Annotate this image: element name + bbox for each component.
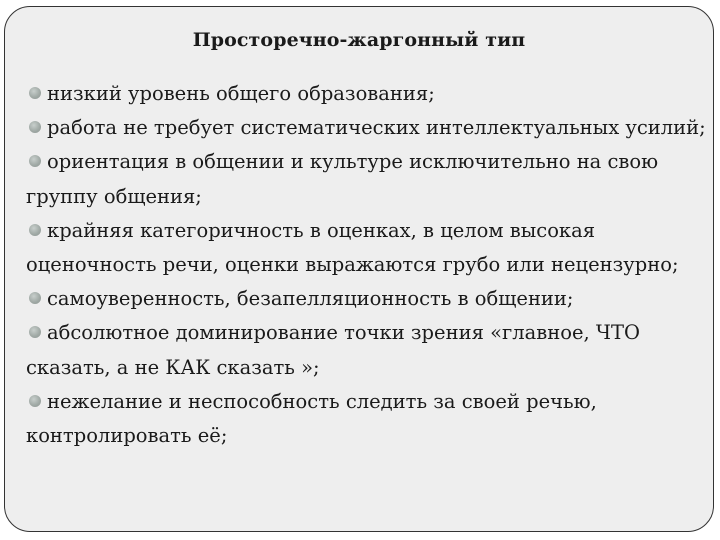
list-item-text: крайняя категоричность в оценках, в целом высокая оценочность речи, оценки выражаются грубо или нецензурно; <box>26 218 679 277</box>
circle-bullet-icon <box>29 155 41 167</box>
circle-bullet-icon <box>29 121 41 133</box>
list-item <box>26 282 716 316</box>
bullet-list <box>26 77 716 453</box>
circle-bullet-icon <box>29 395 41 407</box>
list-item <box>26 316 716 384</box>
list-item-text: абсолютное доминирование точки зрения «главное, ЧТО сказать, а не КАК сказать »; <box>26 321 640 379</box>
list-item <box>26 77 716 111</box>
list-item <box>26 214 716 282</box>
list-item-text: ориентация в общении и культуре исключительно на свою группу общения; <box>26 150 659 208</box>
circle-bullet-icon <box>29 87 41 99</box>
slide-title: Просторечно-жаргонный тип <box>192 29 526 51</box>
circle-bullet-icon <box>29 292 41 304</box>
circle-bullet-icon <box>29 224 41 236</box>
list-item-text: работа не требует систематических интеллектуальных усилий; <box>47 116 706 140</box>
list-item <box>26 145 716 213</box>
list-item-text: нежелание и неспособность следить за своей речью, контролировать её; <box>26 389 597 448</box>
list-item <box>26 111 716 145</box>
slide-panel <box>4 6 714 532</box>
circle-bullet-icon <box>29 326 41 338</box>
list-item <box>26 385 716 453</box>
list-item-text: самоуверенность, безапелляционность в общении; <box>47 287 574 311</box>
list-item-text: низкий уровень общего образования; <box>47 82 435 105</box>
